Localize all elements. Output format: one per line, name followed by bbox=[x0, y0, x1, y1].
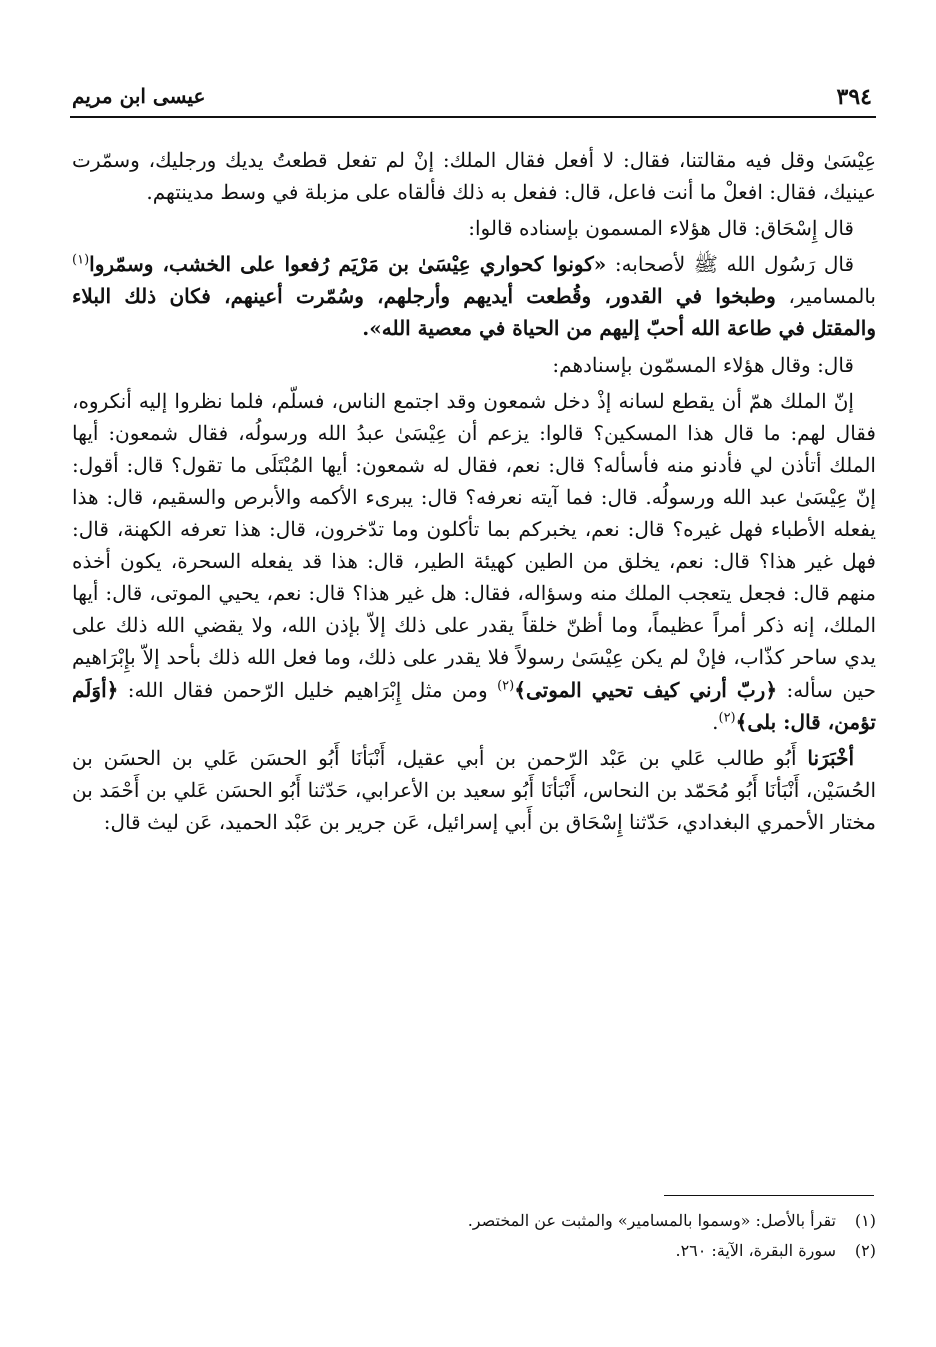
footnote-2-number: (٢) bbox=[854, 1241, 876, 1260]
paragraph-5-text-b: ومن مثل إِبْرَاهيم خليل الرّحمن فقال الله: bbox=[118, 677, 498, 702]
hadith-quote-part-1: «كونوا كحواري عِيْسَىٰ بن مَرْيَم رُفعوا على الخشب، وسمّروا bbox=[89, 252, 607, 277]
isnad-lead-word: أخْبَرَنا bbox=[807, 745, 854, 770]
footnote-marker-1: (١) bbox=[72, 252, 90, 268]
footnote-1-number: (١) bbox=[854, 1211, 876, 1230]
paragraph-5-end: . bbox=[712, 709, 719, 734]
page-header bbox=[70, 80, 876, 118]
main-text bbox=[72, 144, 876, 842]
paragraph-4: قال: وقال هؤلاء المسمّون بإسنادهم: bbox=[552, 352, 854, 377]
quran-quote-1: ﴿ربّ أرني كيف تحيي الموتى﴾ bbox=[514, 677, 778, 702]
isnad-text: أَبُو طالب عَلي بن عَبْد الرّحمن بن أبي عقيل، أَنْبَأنَا أَبُو الحسَن عَلي بن الحسَن بن الحُسَيْن، أَنْبَأنَا أَبُو مُحَمّد بن النحاس، أَنْبَأنَا أَبُو سعيد بن الأعرابي، حَدّثنا أَبُو الحسَن عَلي بن أَحْمَد بن مختار الأحمري البغدادي، حَدّثنا إِسْحَاق بن أَبي إسرائيل، عَن جرير بن عَبْد الحميد، عَن ليث قال: bbox=[72, 745, 876, 834]
hadith-quote-part-2: وطبخوا في القدور، وقُطعت أيديهم وأرجلهم، وسُمّرت أعينهم، فكان ذلك البلاء والمقتل في طاعة الله أحبّ إليهم من الحياة في معصية الله». bbox=[72, 284, 876, 341]
footnote-2-text: سورة البقرة، الآية: ٢٦٠. bbox=[675, 1241, 836, 1260]
paragraph-3-plain: بالمسامير، bbox=[775, 284, 876, 309]
footnote-divider bbox=[664, 1195, 874, 1196]
page-number: ٣٩٤ bbox=[836, 84, 872, 110]
paragraph-5 bbox=[72, 385, 876, 738]
paragraph-1: عِيْسَىٰ وقل فيه مقالتنا، فقال: لا أفعل فقال الملك: إنْ لم تفعل قطعتُ يديك ورجليك، وسمّرت عينيك، فقال: افعلْ ما أنت فاعل، قال: ففعل به ذلك فألقاه على مزبلة في وسط مدينتهم. bbox=[72, 148, 876, 205]
paragraph-3 bbox=[72, 248, 876, 344]
footnote-1 bbox=[72, 1206, 876, 1236]
footnote-marker-2b: (٢) bbox=[718, 709, 736, 725]
footnote-marker-2a: (٢) bbox=[497, 677, 515, 693]
footnote-2 bbox=[72, 1236, 876, 1266]
footnotes bbox=[72, 1206, 876, 1266]
running-title: عيسى ابن مريم bbox=[72, 84, 206, 108]
quran-quote-2: ﴿أوَلَم تؤمن، قال: بلى﴾ bbox=[72, 677, 876, 734]
paragraph-5-text-a: إنّ الملك همّ أن يقطع لسانه إذْ دخل شمعون وقد اجتمع الناس، فسلّم، فلما نظروا إليه أنكروه، فقال لهم: ما قال هذا المسكين؟ قالوا: يزعم أن عِيْسَىٰ عبدُ الله ورسولُه، فقال شمعون: أيها الملك أتأذن لي فأدنو منه فأسأله؟ قال: نعم، فقال له شمعون: أيها المُبْتَلَى ما تقول؟ قال: أقول: إنّ عِيْسَىٰ عبد الله ورسولُه. قال: فما آيته نعرفه؟ قال: يبرىء الأكمه والأبرص والسقيم، قال: هذا يفعله الأطباء فهل غيره؟ قال: نعم، يخبركم بما تأكلون وما تدّخرون، قال: هذا تعرفه الكهنة، قال: فهل غير هذا؟ قال: نعم، يخلق من الطين كهيئة الطير، قال: هذا قد يفعله السحرة، يكون أخذه منهم قال: فجعل يتعجب الملك منه وسؤاله، فقال: هل غير هذا؟ قال: نعم، يحيي الموتى، قال: أيها الملك، إنه ذكر أمراً عظيماً، وما أظنّ خلقاً يقدر على ذلك إلاّ بإذن الله، ولا يقضي الله ذلك على يدي ساحر كذّاب، فإنْ لم يكن عِيْسَىٰ رسولاً فلا يقدر على ذلك، وما فعل الله ذلك بأحد إلاّ بإِبْرَاهيم حين سأله: bbox=[72, 388, 876, 702]
paragraph-3-intro: قال رَسُول الله ﷺ لأصحابه: bbox=[606, 252, 855, 277]
paragraph-2: قال إِسْحَاق: قال هؤلاء المسمون بإسناده قالوا: bbox=[468, 216, 854, 241]
footnote-1-text: تقرأ بالأصل: «وسموا بالمسامير» والمثبت عن المختصر. bbox=[467, 1211, 836, 1230]
paragraph-6 bbox=[72, 742, 876, 838]
